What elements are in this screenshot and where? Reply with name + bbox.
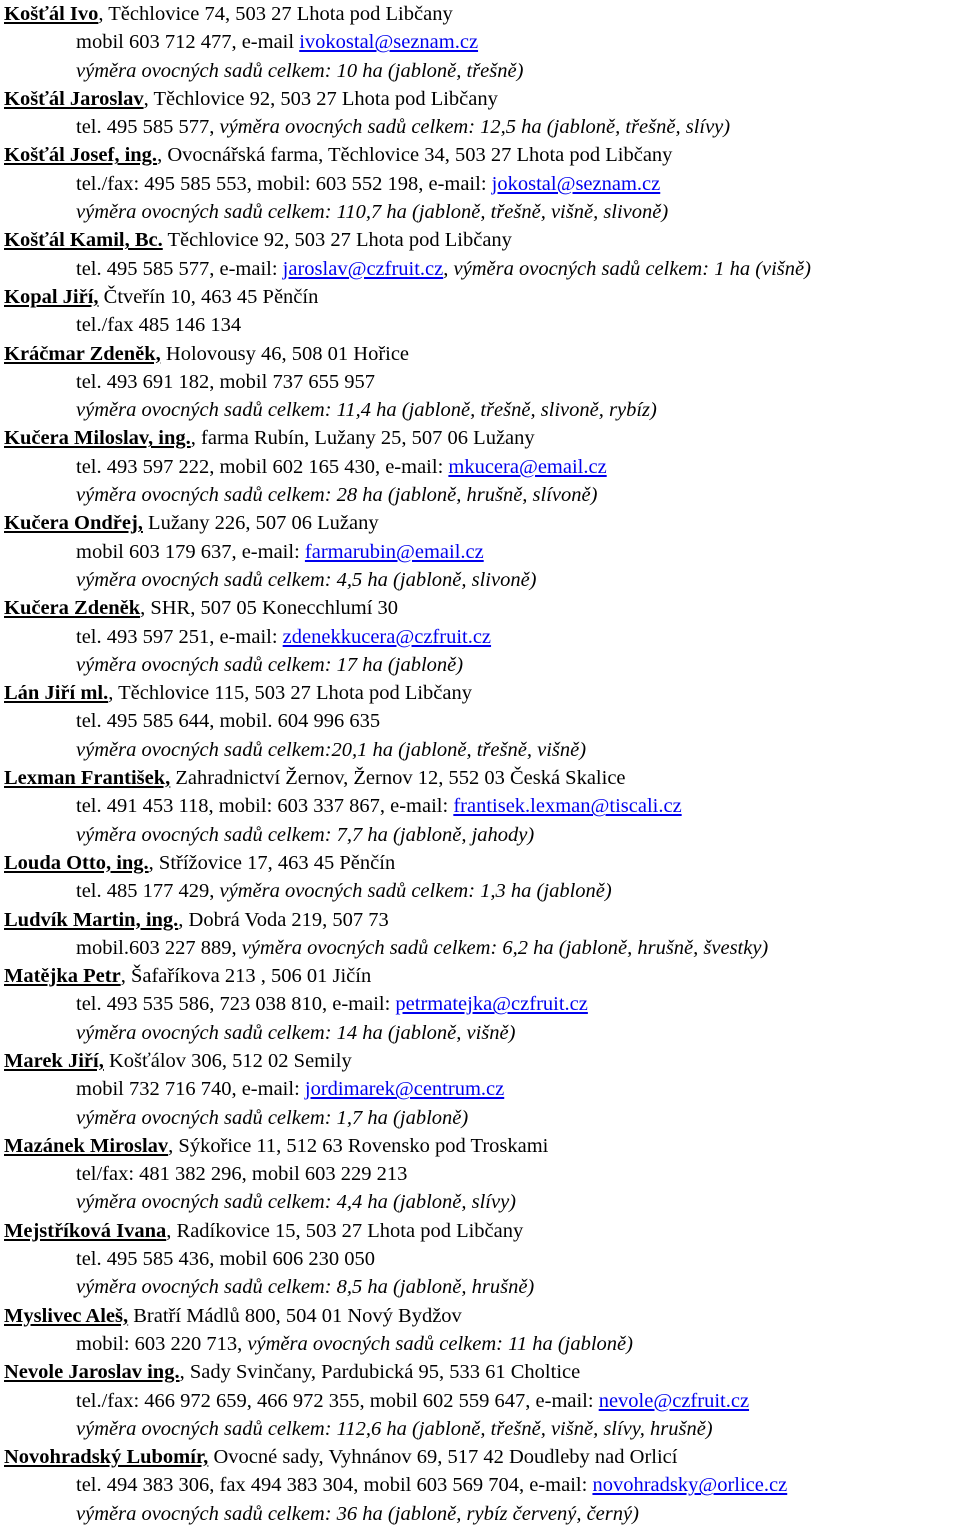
grower-address: Bratří Mádlů 800, 504 01 Nový Bydžov: [128, 1304, 462, 1327]
grower-name: Lexman František,: [4, 767, 171, 790]
contact-text: tel. 491 453 118, mobil: 603 337 867, e-mail:: [76, 795, 454, 818]
contact-text: mobil 603 179 637, e-mail:: [76, 540, 305, 563]
orchard-area: výměra ovocných sadů celkem: 6,2 ha (jabloně, hrušně, švestky): [241, 936, 769, 959]
orchard-area: výměra ovocných sadů celkem: 36 ha (jabloně, rybíz červený, černý): [76, 1502, 639, 1525]
entry-detail-line: [0, 1330, 960, 1358]
orchard-area: výměra ovocných sadů celkem: 7,7 ha (jabloně, jahody): [76, 823, 535, 846]
entry-header: [0, 906, 960, 934]
entry-header: [0, 849, 960, 877]
email-link[interactable]: ivokostal@seznam.cz: [299, 31, 479, 54]
orchard-area: výměra ovocných sadů celkem: 1 ha (višně): [453, 257, 811, 280]
entry-header: [0, 594, 960, 622]
entry-detail-line: [0, 1387, 960, 1415]
entry-detail-line: [0, 1415, 960, 1443]
contact-text: tel./fax: 466 972 659, 466 972 355, mobil 602 559 647, e-mail:: [76, 1389, 599, 1412]
entry-detail-line: [0, 453, 960, 481]
grower-address: Holovousy 46, 508 01 Hořice: [160, 342, 410, 365]
entry-header: [0, 1132, 960, 1160]
contact-text: mobil 603 712 477, e-mail: [76, 31, 300, 54]
entry-detail-line: [0, 368, 960, 396]
entry-detail-line: [0, 538, 960, 566]
entry-header: [0, 764, 960, 792]
contact-text: tel./fax 485 146 134: [76, 314, 242, 337]
contact-text: tel. 495 585 577,: [76, 116, 220, 139]
email-link[interactable]: jordimarek@centrum.cz: [304, 1078, 505, 1101]
entry-detail-line: [0, 877, 960, 905]
entry-detail-line: [0, 311, 960, 339]
entry-header: [0, 1443, 960, 1471]
entry-detail-line: [0, 1188, 960, 1216]
grower-address: Lužany 226, 507 06 Lužany: [142, 512, 379, 535]
grower-name: Kučera Zdeněk: [4, 597, 141, 620]
entry-header: [0, 509, 960, 537]
grower-name: Ludvík Martin, ing.: [4, 908, 179, 931]
grower-address: Čtveřín 10, 463 45 Pěnčín: [98, 285, 319, 308]
email-link[interactable]: novohradsky@orlice.cz: [592, 1474, 788, 1497]
contact-text: tel. 495 585 436, mobil 606 230 050: [76, 1248, 375, 1271]
entry-header: [0, 1047, 960, 1075]
orchard-area: výměra ovocných sadů celkem: 112,6 ha (jabloně, třešně, višně, slívy, hrušně): [76, 1417, 713, 1440]
grower-address: Zahradnictví Žernov, Žernov 12, 552 03 Česká Skalice: [170, 767, 626, 790]
entry-detail-line: [0, 821, 960, 849]
orchard-area: výměra ovocných sadů celkem: 14 ha (jabloně, višně): [76, 1021, 516, 1044]
email-link[interactable]: petrmatejka@czfruit.cz: [395, 993, 588, 1016]
grower-address: , SHR, 507 05 Konecchlumí 30: [140, 597, 399, 620]
grower-address: , Těchlovice 92, 503 27 Lhota pod Libčany: [143, 87, 498, 110]
grower-name: Novohradský Lubomír,: [4, 1446, 209, 1469]
email-link[interactable]: farmarubin@email.cz: [304, 540, 484, 563]
entry-detail-line: [0, 1019, 960, 1047]
contact-text: tel. 493 597 222, mobil 602 165 430, e-mail:: [76, 455, 449, 478]
entry-detail-line: [0, 707, 960, 735]
entry-header: [0, 962, 960, 990]
grower-name: Kučera Miloslav, ing.: [4, 427, 191, 450]
orchard-area: výměra ovocných sadů celkem: 1,7 ha (jabloně): [76, 1106, 469, 1129]
entry-detail-line: [0, 57, 960, 85]
entry-detail-line: [0, 1075, 960, 1103]
entry-detail-line: [0, 1160, 960, 1188]
email-link[interactable]: mkucera@email.cz: [448, 455, 607, 478]
email-link[interactable]: frantisek.lexman@tiscali.cz: [453, 795, 682, 818]
entry-header: [0, 340, 960, 368]
grower-address: , Těchlovice 74, 503 27 Lhota pod Libčany: [98, 3, 453, 25]
entry-detail-line: [0, 1104, 960, 1132]
contact-text: mobil: 603 220 713,: [76, 1332, 248, 1355]
entry-detail-line: [0, 1471, 960, 1499]
grower-name: Mejstříková Ivana: [4, 1219, 167, 1242]
entry-header: [0, 424, 960, 452]
orchard-area: výměra ovocných sadů celkem: 1,3 ha (jabloně): [219, 880, 612, 903]
entry-header: [0, 85, 960, 113]
entry-detail-line: [0, 255, 960, 283]
entry-header: [0, 226, 960, 254]
entry-detail-line: [0, 792, 960, 820]
email-link[interactable]: zdenekkucera@czfruit.cz: [282, 625, 492, 648]
grower-name: Košťál Kamil, Bc.: [4, 229, 163, 252]
contact-text: mobil.603 227 889,: [76, 936, 242, 959]
grower-address: Ovocné sady, Vyhnánov 69, 517 42 Doudleby nad Orlicí: [208, 1446, 678, 1469]
separator-text: ,: [443, 257, 454, 280]
grower-name: Louda Otto, ing.: [4, 851, 149, 874]
grower-name: Nevole Jaroslav ing.: [4, 1361, 180, 1384]
orchard-area: výměra ovocných sadů celkem: 12,5 ha (jabloně, třešně, slívy): [219, 116, 731, 139]
grower-name: Kopal Jiří,: [4, 285, 99, 308]
orchard-area: výměra ovocných sadů celkem: 10 ha (jabloně, třešně): [76, 59, 524, 82]
contact-text: tel. 493 691 182, mobil 737 655 957: [76, 370, 375, 393]
email-link[interactable]: nevole@czfruit.cz: [598, 1389, 750, 1412]
grower-address: , farma Rubín, Lužany 25, 507 06 Lužany: [190, 427, 535, 450]
grower-name: Marek Jiří,: [4, 1049, 104, 1072]
entry-detail-line: [0, 990, 960, 1018]
grower-address: , Dobrá Voda 219, 507 73: [178, 908, 389, 931]
entry-detail-line: [0, 198, 960, 226]
orchard-area: výměra ovocných sadů celkem: 11 ha (jabloně): [247, 1332, 633, 1355]
grower-name: Kráčmar Zdeněk,: [4, 342, 161, 365]
entry-detail-line: [0, 1500, 960, 1528]
contact-text: tel. 495 585 577, e-mail:: [76, 257, 283, 280]
entry-detail-line: [0, 736, 960, 764]
entry-header: [0, 679, 960, 707]
orchard-area: výměra ovocných sadů celkem: 4,5 ha (jabloně, slivoně): [76, 568, 537, 591]
entry-detail-line: [0, 113, 960, 141]
contact-text: mobil 732 716 740, e-mail:: [76, 1078, 305, 1101]
contact-text: tel. 485 177 429,: [76, 880, 220, 903]
email-link[interactable]: jaroslav@czfruit.cz: [282, 257, 444, 280]
grower-name: Lán Jiří ml.: [4, 682, 109, 705]
grower-name: Košťál Josef, ing.: [4, 144, 158, 167]
contact-text: tel./fax: 495 585 553, mobil: 603 552 198, e-mail:: [76, 172, 492, 195]
grower-name: Košťál Jaroslav: [4, 87, 144, 110]
entry-detail-line: [0, 1273, 960, 1301]
grower-name: Matějka Petr: [4, 965, 121, 988]
entry-detail-line: [0, 651, 960, 679]
entry-header: [0, 1302, 960, 1330]
orchard-area: výměra ovocných sadů celkem: 28 ha (jabloně, hrušně, slívoně): [76, 484, 598, 507]
entry-detail-line: [0, 28, 960, 56]
entry-detail-line: [0, 481, 960, 509]
grower-address: Košťálov 306, 512 02 Semily: [103, 1049, 352, 1072]
entry-detail-line: [0, 170, 960, 198]
contact-text: tel. 493 535 586, 723 038 810, e-mail:: [76, 993, 396, 1016]
grower-address: , Těchlovice 115, 503 27 Lhota pod Libčany: [108, 682, 473, 705]
grower-address: , Šafaříkova 213 , 506 01 Jičín: [120, 965, 372, 988]
grower-address: Těchlovice 92, 503 27 Lhota pod Libčany: [162, 229, 512, 252]
grower-address: , Ovocnářská farma, Těchlovice 34, 503 27 Lhota pod Libčany: [157, 144, 673, 167]
email-link[interactable]: jokostal@seznam.cz: [491, 172, 661, 195]
entry-detail-line: [0, 623, 960, 651]
grower-address: , Střížovice 17, 463 45 Pěnčín: [148, 851, 396, 874]
entry-header: [0, 1358, 960, 1386]
entry-detail-line: [0, 934, 960, 962]
orchard-area: výměra ovocných sadů celkem:20,1 ha (jabloně, třešně, višně): [76, 738, 587, 761]
orchard-area: výměra ovocných sadů celkem: 17 ha (jabloně): [76, 653, 464, 676]
orchard-area: výměra ovocných sadů celkem: 8,5 ha (jabloně, hrušně): [76, 1276, 535, 1299]
contact-text: tel. 493 597 251, e-mail:: [76, 625, 283, 648]
grower-name: Kučera Ondřej,: [4, 512, 143, 535]
entry-header: [0, 283, 960, 311]
entry-header: [0, 0, 960, 28]
entry-header: [0, 141, 960, 169]
grower-name: Mazánek Miroslav: [4, 1134, 169, 1157]
grower-name: Košťál Ivo: [4, 3, 99, 25]
grower-name: Myslivec Aleš,: [4, 1304, 129, 1327]
grower-address: , Radíkovice 15, 503 27 Lhota pod Libčany: [166, 1219, 524, 1242]
orchard-area: výměra ovocných sadů celkem: 110,7 ha (jabloně, třešně, višně, slivoně): [76, 201, 669, 224]
entry-detail-line: [0, 396, 960, 424]
orchard-area: výměra ovocných sadů celkem: 11,4 ha (jabloně, třešně, slivoně, rybíz): [76, 399, 657, 422]
contact-text: tel. 494 383 306, fax 494 383 304, mobil 603 569 704, e-mail:: [76, 1474, 593, 1497]
grower-address: , Sady Svinčany, Pardubická 95, 533 61 Choltice: [179, 1361, 581, 1384]
contact-text: tel. 495 585 644, mobil. 604 996 635: [76, 710, 381, 733]
entry-header: [0, 1217, 960, 1245]
entry-detail-line: [0, 1245, 960, 1273]
contact-text: tel/fax: 481 382 296, mobil 603 229 213: [76, 1163, 408, 1186]
grower-address: , Sýkořice 11, 512 63 Rovensko pod Troskami: [168, 1134, 549, 1157]
entry-detail-line: [0, 566, 960, 594]
orchard-area: výměra ovocných sadů celkem: 4,4 ha (jabloně, slívy): [76, 1191, 517, 1214]
